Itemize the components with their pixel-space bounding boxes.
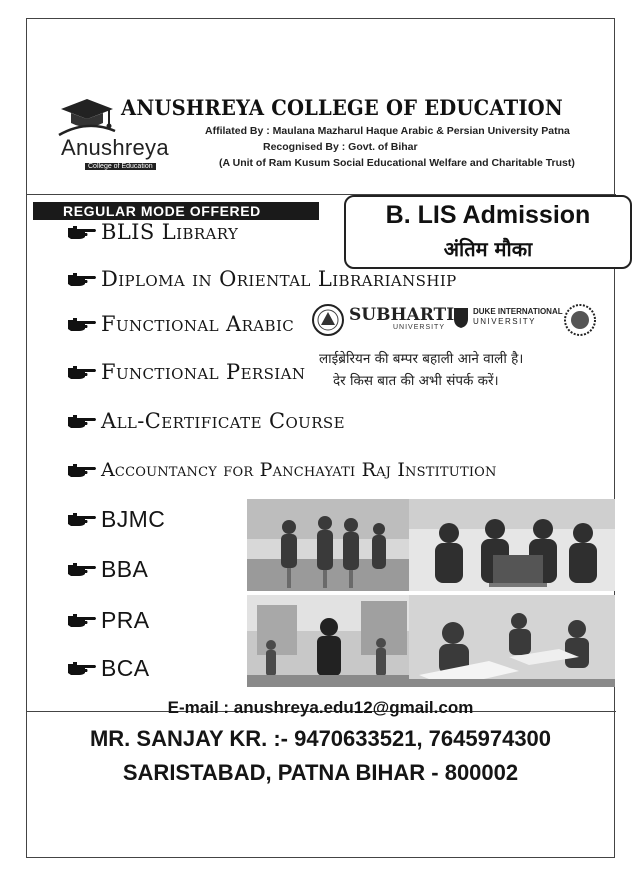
seal-icon <box>563 303 597 337</box>
pointing-hand-icon <box>67 316 97 332</box>
header <box>27 85 616 195</box>
photo-exam-hall <box>409 595 615 687</box>
shield-icon <box>453 307 469 329</box>
course-label: Functional Persian <box>101 360 306 384</box>
duke-sub: UNIVERSITY <box>473 317 537 326</box>
course-label: Functional Arabic <box>101 312 295 336</box>
admission-hindi: अंतिम मौका <box>443 237 533 261</box>
pointing-hand-icon <box>67 561 97 577</box>
regular-mode-banner: REGULAR MODE OFFERED <box>33 202 319 220</box>
photo-students-walking <box>247 499 411 591</box>
photo-students-laptop <box>409 499 615 591</box>
duke-name: DUKE INTERNATIONAL <box>473 307 563 316</box>
course-label: BLIS Library <box>101 220 239 244</box>
admission-title: B. LIS Admission <box>385 201 591 229</box>
course-item <box>67 309 294 339</box>
pointing-hand-icon <box>67 462 97 478</box>
photo-campus-student <box>247 595 411 687</box>
subharti-logo <box>349 303 455 337</box>
pointing-hand-icon <box>67 271 97 287</box>
emblem-icon <box>311 303 345 337</box>
contact-address: SARISTABAD, PATNA BIHAR - 800002 <box>122 760 519 785</box>
course-item <box>67 455 497 485</box>
course-label: All-Certificate Course <box>101 409 345 433</box>
pointing-hand-icon <box>67 364 97 380</box>
recognition-text: Recognised By : Govt. of Bihar <box>263 141 418 153</box>
course-item <box>67 406 345 436</box>
contact-email: E-mail : anushreya.edu12@gmail.com <box>167 698 474 717</box>
duke-logo <box>453 301 563 339</box>
pointing-hand-icon <box>67 660 97 676</box>
course-item <box>67 653 150 683</box>
college-title: ANUSHREYA COLLEGE OF EDUCATION <box>121 95 563 120</box>
course-label: Accountancy for Panchayati Raj Institution <box>101 459 497 481</box>
trust-text: (A Unit of Ram Kusum Social Educational Welfare and Charitable Trust) <box>219 157 575 169</box>
contact-phone: MR. SANJAY KR. :- 9470633521, 7645974300 <box>89 726 552 751</box>
hindi-notice-line2: देर किस बात की अभी संपर्क करें। <box>333 373 499 389</box>
pointing-hand-icon <box>67 413 97 429</box>
course-label: BBA <box>101 555 149 582</box>
admission-box <box>344 195 632 269</box>
course-label: PRA <box>101 606 150 633</box>
course-label: BCA <box>101 654 150 681</box>
pointing-hand-icon <box>67 612 97 628</box>
course-item <box>67 605 150 635</box>
course-item <box>67 504 165 534</box>
affiliation-text: Affilated By : Maulana Mazharul Haque Arabic & Persian University Patna <box>205 125 570 137</box>
course-item <box>67 357 305 387</box>
pointing-hand-icon <box>67 511 97 527</box>
subharti-sub: UNIVERSITY <box>393 324 446 331</box>
course-item <box>67 264 457 294</box>
graduation-cap-icon <box>57 95 117 139</box>
course-label: Diploma in Oriental Librarianship <box>101 267 457 291</box>
course-label: BJMC <box>101 505 166 532</box>
course-item <box>67 554 148 584</box>
university-logos <box>311 301 601 341</box>
subharti-name: SUBHARTI <box>349 305 455 325</box>
pointing-hand-icon <box>67 224 97 240</box>
brand-name: Anushreya <box>61 135 169 160</box>
brand-sub: College of Education <box>85 163 156 170</box>
course-item <box>67 217 238 247</box>
hindi-notice-line1: लाईब्रेरियन की बम्पर बहाली आने वाली है। <box>319 351 524 367</box>
